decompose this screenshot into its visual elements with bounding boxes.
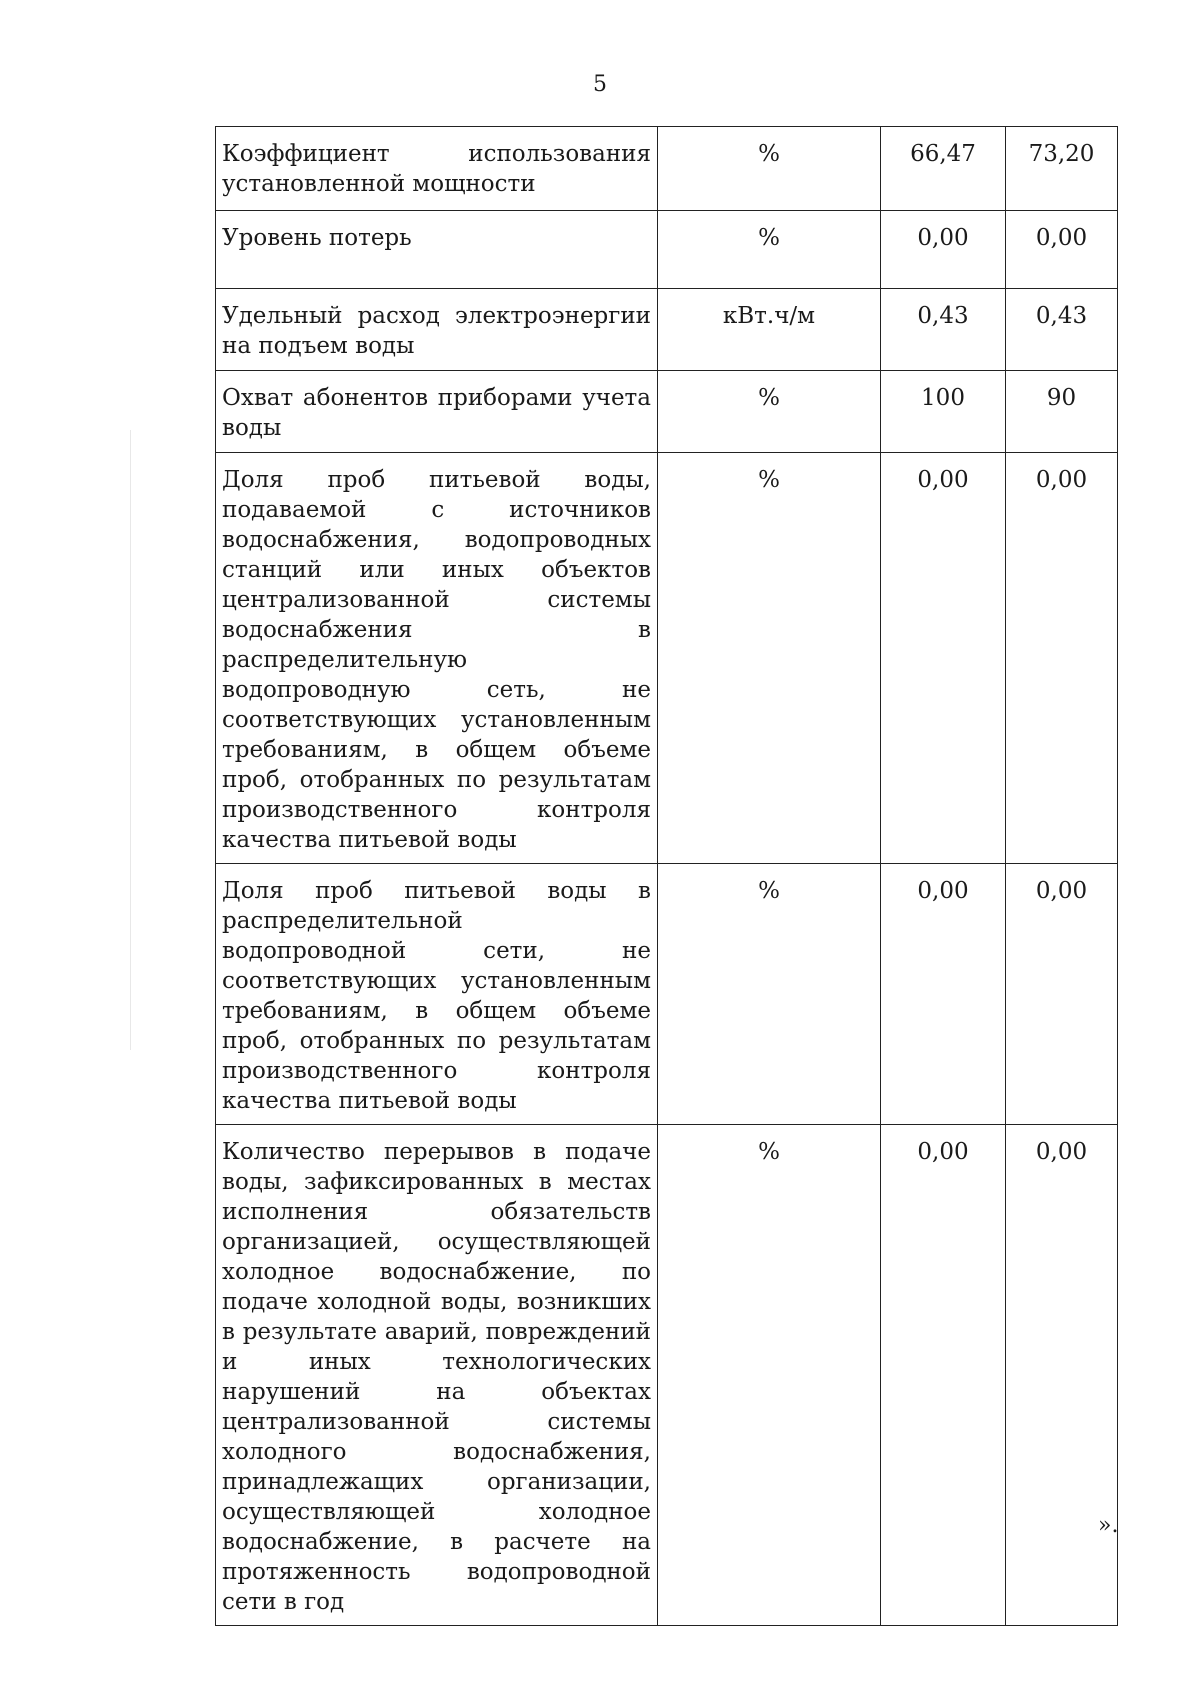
indicator-name: Доля проб питьевой воды, подаваемой с источников водоснабжения, водопроводных станций или иных объектов централизованной системы водоснабжения в распределительную водопроводную сеть, не соответствующих установленным требованиям, в общем объеме проб, отобранных по результатам производственного контроля качества питьевой воды xyxy=(216,453,658,864)
indicator-unit: % xyxy=(658,864,881,1125)
indicator-value-2: 0,00 xyxy=(1006,1125,1118,1626)
indicator-value-1: 0,43 xyxy=(881,289,1006,371)
table-row xyxy=(216,453,1118,864)
indicator-value-2: 0,43 xyxy=(1006,289,1118,371)
table-row xyxy=(216,289,1118,371)
indicator-value-1: 66,47 xyxy=(881,127,1006,211)
table-row xyxy=(216,1125,1118,1626)
indicators-table xyxy=(215,126,1118,1626)
indicator-value-2: 90 xyxy=(1006,371,1118,453)
indicator-name: Количество перерывов в подаче воды, зафиксированных в местах исполнения обязательств организацией, осуществляющей холодное водоснабжение, по подаче холодной воды, возникших в результате аварий, повреждений и иных технологических нарушений на объектах централизованной системы холодного водоснабжения, принадлежащих организации, осуществляющей холодное водоснабжение, в расчете на протяженность водопроводной сети в год xyxy=(216,1125,658,1626)
indicator-unit: % xyxy=(658,211,881,289)
indicator-value-1: 100 xyxy=(881,371,1006,453)
scan-margin-line xyxy=(130,430,131,1050)
indicator-unit: % xyxy=(658,1125,881,1626)
table-row xyxy=(216,371,1118,453)
table-row xyxy=(216,211,1118,289)
page-number: 5 xyxy=(593,72,607,97)
indicator-value-2: 73,20 xyxy=(1006,127,1118,211)
indicator-unit: % xyxy=(658,453,881,864)
indicator-name: Коэффициент использования установленной мощности xyxy=(216,127,658,211)
indicator-value-1: 0,00 xyxy=(881,1125,1006,1626)
closing-quote-mark: ». xyxy=(1098,1513,1119,1538)
indicator-value-2: 0,00 xyxy=(1006,211,1118,289)
indicator-name: Доля проб питьевой воды в распределительной водопроводной сети, не соответствующих установленным требованиям, в общем объеме проб, отобранных по результатам производственного контроля качества питьевой воды xyxy=(216,864,658,1125)
indicator-value-1: 0,00 xyxy=(881,453,1006,864)
indicator-unit: % xyxy=(658,127,881,211)
indicator-unit: % xyxy=(658,371,881,453)
indicator-value-1: 0,00 xyxy=(881,211,1006,289)
table-row xyxy=(216,864,1118,1125)
indicator-name: Охват абонентов приборами учета воды xyxy=(216,371,658,453)
indicator-value-2: 0,00 xyxy=(1006,864,1118,1125)
indicator-name: Удельный расход электроэнергии на подъем воды xyxy=(216,289,658,371)
table-row xyxy=(216,127,1118,211)
indicator-value-1: 0,00 xyxy=(881,864,1006,1125)
indicator-unit: кВт.ч/м xyxy=(658,289,881,371)
indicator-name: Уровень потерь xyxy=(216,211,658,289)
indicator-value-2: 0,00 xyxy=(1006,453,1118,864)
